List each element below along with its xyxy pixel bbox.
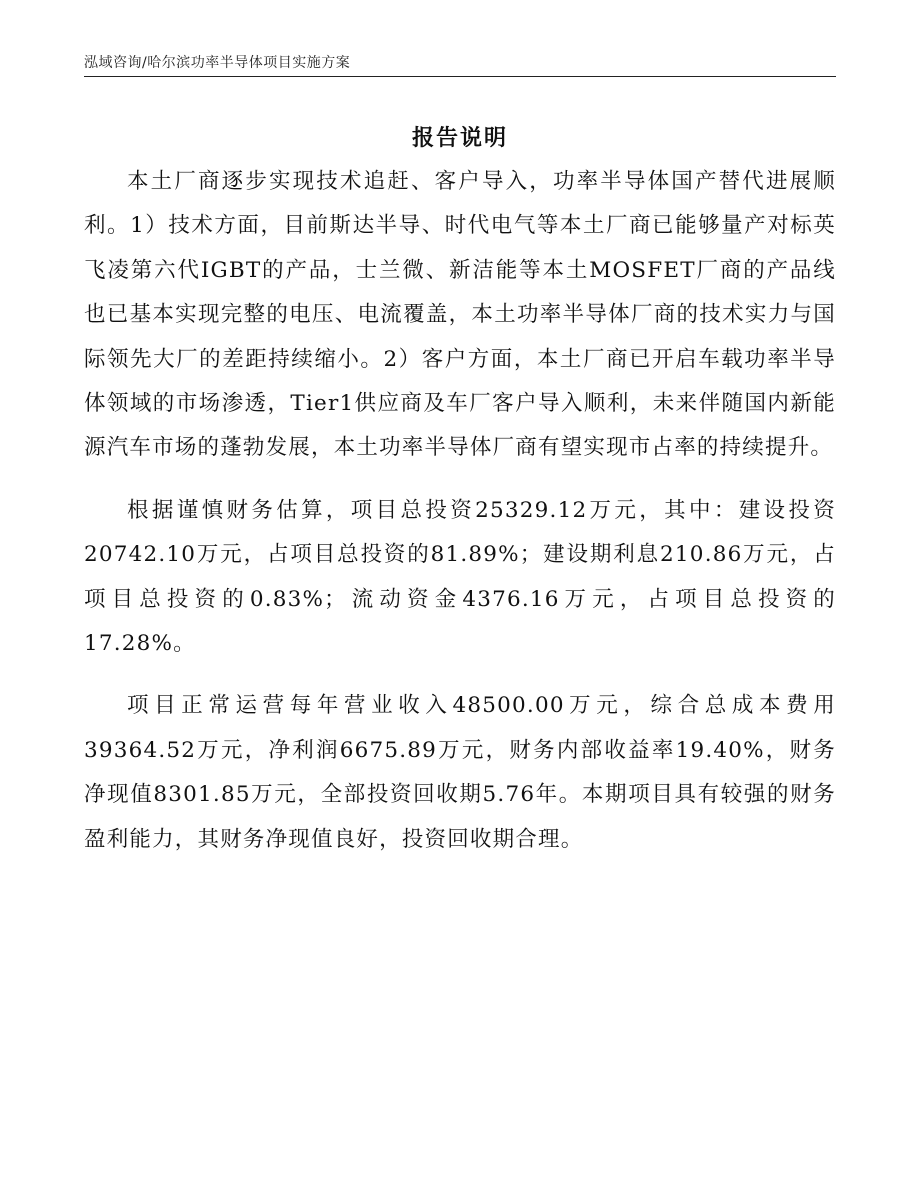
running-header: 泓域咨询/哈尔滨功率半导体项目实施方案 — [84, 55, 351, 71]
paragraph-localization-progress: 本土厂商逐步实现技术追赶、客户导入，功率半导体国产替代进展顺利。1）技术方面，目前斯达半导、时代电气等本土厂商已能够量产对标英飞凌第六代IGBT的产品，士兰微、新洁能等本土MOSFET厂商的产品线也已基本实现完整的电压、电流覆盖，本土功率半导体厂商的技术实力与国际领先大厂的差距持续缩小。2）客户方面，本土厂商已开启车载功率半导体领域的市场渗透，Tier1供应商及车厂客户导入顺利，未来伴随国内新能源汽车市场的蓬勃发展，本土功率半导体厂商有望实现市占率的持续提升。 — [84, 169, 836, 461]
body-text — [84, 160, 836, 880]
paragraph-financial-returns: 项目正常运营每年营业收入48500.00万元，综合总成本费用39364.52万元，净利润6675.89万元，财务内部收益率19.40%，财务净现值8301.85万元，全部投资回收期5.76年。本期项目具有较强的财务盈利能力，其财务净现值良好，投资回收期合理。 — [84, 693, 836, 852]
header-rule — [84, 76, 836, 77]
paragraph-investment-estimate: 根据谨慎财务估算，项目总投资25329.12万元，其中：建设投资20742.10万元，占项目总投资的81.89%；建设期利息210.86万元，占项目总投资的0.83%；流动资金4376.16万元，占项目总投资的17.28%。 — [84, 497, 836, 657]
document-title: 报告说明 — [411, 126, 508, 151]
